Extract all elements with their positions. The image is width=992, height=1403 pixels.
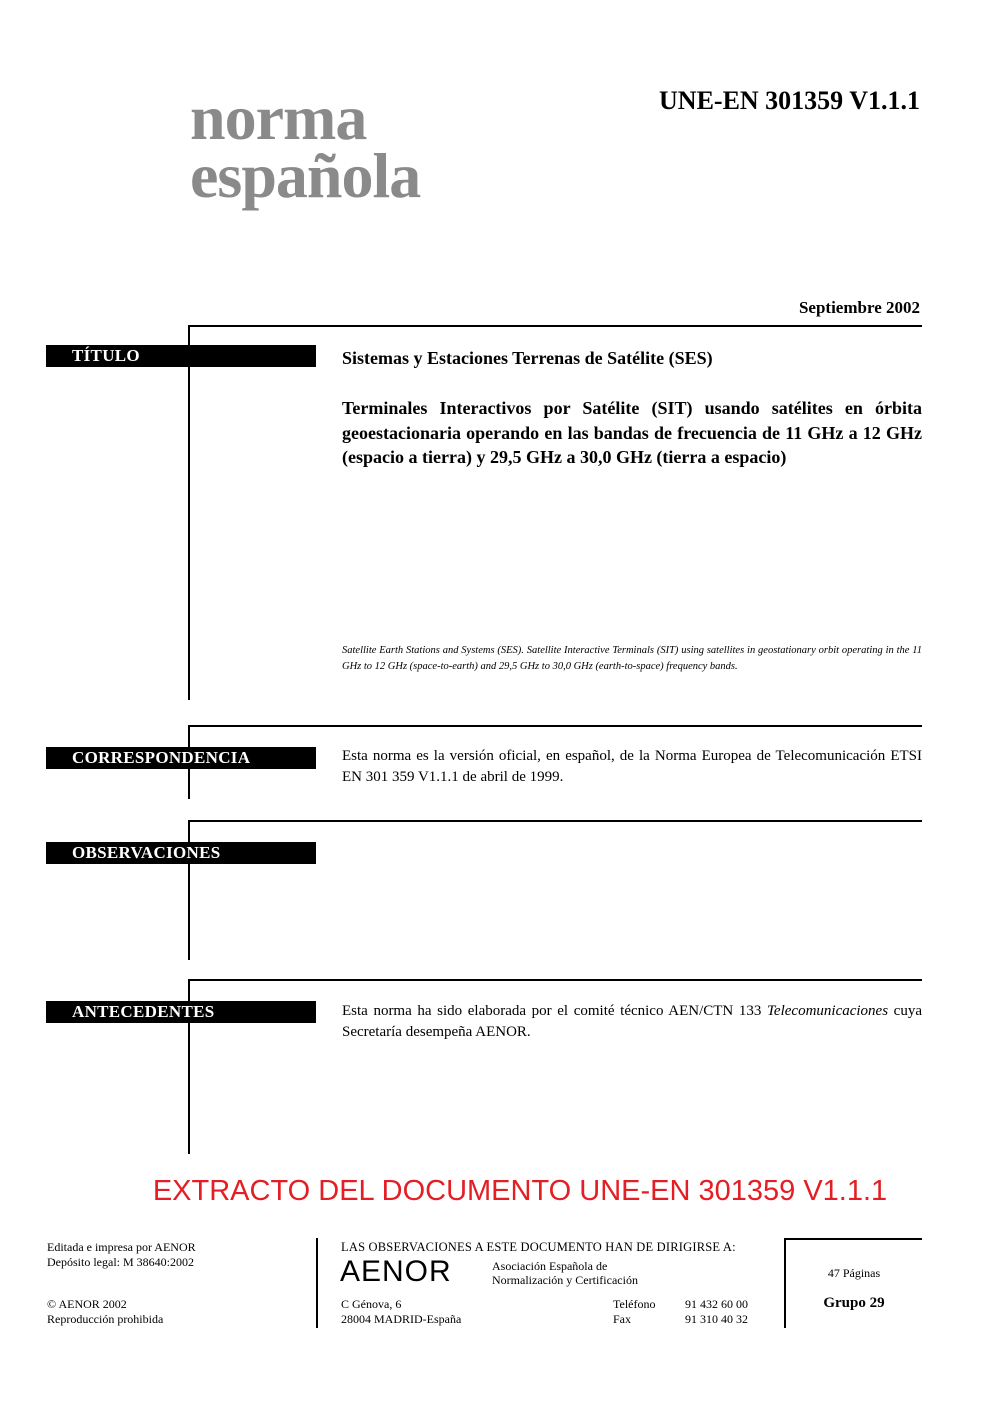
brand-title-line2: española [190, 140, 421, 211]
footer-edited-by: Editada e impresa por AENOR [47, 1240, 196, 1254]
footer-copyright: © AENOR 2002 [47, 1297, 127, 1311]
footer-phone-label: Teléfono [613, 1297, 656, 1311]
footer-box-top-rule [784, 1238, 922, 1240]
aenor-logo: AENOR [340, 1255, 452, 1288]
footer-reproduction: Reproducción prohibida [47, 1312, 164, 1326]
section-label-antecedentes: ANTECEDENTES [46, 1001, 316, 1023]
footer-fax-label: Fax [613, 1312, 631, 1326]
footer-address-line1: C Génova, 6 [341, 1297, 402, 1311]
observaciones-top-rule [188, 820, 922, 822]
footer-association-line2: Normalización y Certificación [492, 1273, 638, 1287]
document-date: Septiembre 2002 [798, 298, 920, 317]
footer-phone-value: 91 432 60 00 [685, 1297, 748, 1311]
footer-observations-notice: LAS OBSERVACIONES A ESTE DOCUMENTO HAN DE DIRIGIRSE A: [341, 1240, 736, 1254]
footer-association-line1: Asociación Española de [492, 1259, 608, 1273]
extract-banner: EXTRACTO DEL DOCUMENTO UNE-EN 301359 V1.1.1 [152, 1175, 888, 1207]
section-top-rule [188, 325, 922, 327]
footer-fax-value: 91 310 40 32 [685, 1312, 748, 1326]
footer-address-line2: 28004 MADRID-España [341, 1312, 462, 1326]
antecedentes-committee-name: Telecomunicaciones [766, 1003, 889, 1019]
document-code: UNE-EN 301359 V1.1.1 [659, 86, 920, 115]
spanish-title-main: Sistemas y Estaciones Terrenas de Satélite (SES) [342, 348, 713, 368]
antecedentes-text [342, 1001, 922, 1043]
section-label-correspondencia: CORRESPONDENCIA [46, 747, 316, 769]
antecedentes-top-rule [188, 979, 922, 981]
correspondencia-top-rule [188, 725, 922, 727]
footer-group: Grupo 29 [823, 1295, 885, 1311]
antecedentes-text-end: cuya Secretaría desempeña AENOR. [342, 1003, 922, 1040]
observaciones-side-rule [188, 820, 190, 960]
spanish-title-sub: Terminales Interactivos por Satélite (SIT) usando satélites en órbita geoestacionaria operando en las bandas de frecuencia de 11 GHz a 12 GHz (espacio a tierra) y 29,5 GHz a 30,0 GHz (tierra a espacio) [342, 398, 922, 467]
footer-legal-deposit: Depósito legal: M 38640:2002 [47, 1255, 194, 1269]
english-title: Satellite Earth Stations and Systems (SES). Satellite Interactive Terminals (SIT) using satellites in geostationary orbit operating in the 11 GHz to 12 GHz (space-to-earth) and 29,5 GHz to 30,0 GHz (earth-to-space) frequency bands. [342, 645, 922, 672]
brand-title-line1: norma [190, 82, 367, 153]
section-label-titulo: TÍTULO [46, 345, 316, 367]
footer-box-side-rule [784, 1238, 786, 1328]
footer-page-count: 47 Páginas [827, 1266, 881, 1280]
section-label-observaciones: OBSERVACIONES [46, 842, 316, 864]
footer-divider-left [316, 1238, 318, 1328]
correspondencia-text: Esta norma es la versión oficial, en español, de la Norma Europea de Telecomunicación ETSI EN 301 359 V1.1.1 de abril de 1999. [342, 748, 922, 785]
titulo-side-rule [188, 325, 190, 700]
antecedentes-text-start: Esta norma ha sido elaborada por el comité técnico AEN/CTN 133 [342, 1003, 767, 1019]
